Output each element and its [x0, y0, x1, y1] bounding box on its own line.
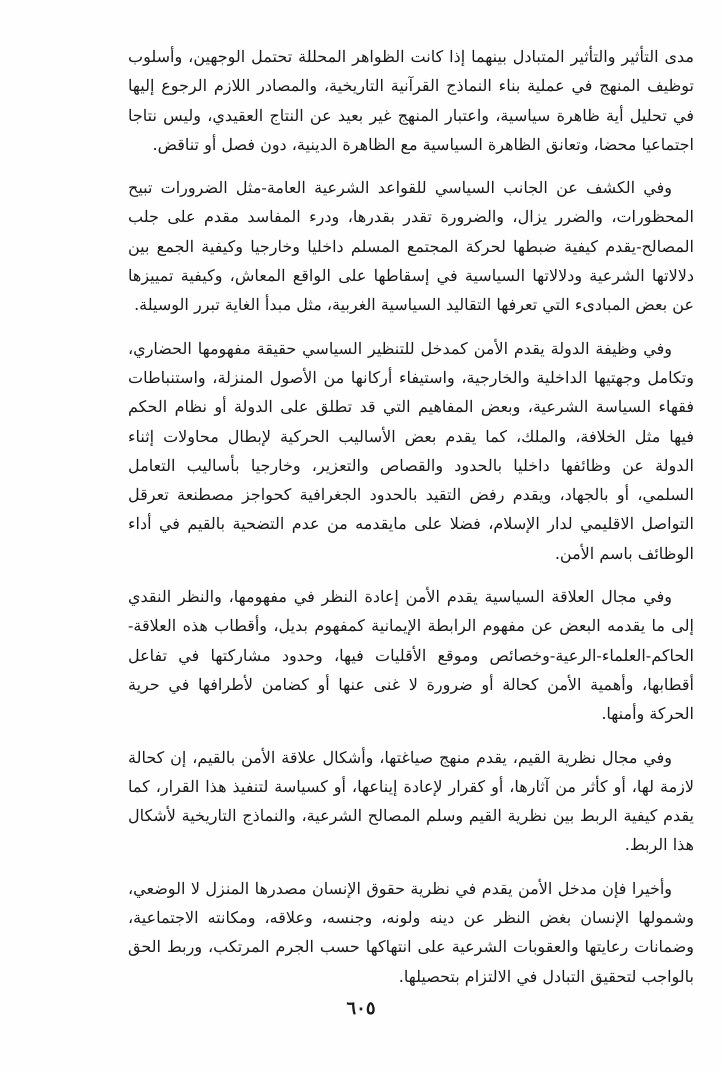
paragraph-political-relation: وفي مجال العلاقة السياسية يقدم الأمن إعادة النظر في مفهومها، والنظر النقدي إلى ما يقدمه البعض عن مفهوم الرابطة الإيمانية كمفهوم بديل، وأقطاب هذه العلاقة-الحاكم-العلماء-الرعية-وخصائص وموقع الأقليات فيها، وحدود مشاركتها في تفاعل أقطابها، وأهمية الأمن كحالة أو ضرورة لا غنى عنها أو كضامن لأطرافها في حرية الحركة وأمنها. [128, 587, 694, 724]
paragraph-methodology: مدى التأثير والتأثير المتبادل بينهما إذا كانت الظواهر المحللة تحتمل الوجهين، وأسلوب توظيف المنهج في عملية بناء النماذج القرآنية التاريخية، والمصادر اللازم الرجوع إليها في تحليل أية ظاهرة سياسية، واعتبار المنهج غير بعيد عن النتاج العقيدي، وليس نتاجا اجتماعيا محضا، وتعانق الظاهرة السياسية مع الظاهرة الدينية، دون فصل أو تناقض. [128, 47, 694, 154]
page-number: ٦٠٥ [346, 998, 376, 1019]
paragraph-human-rights: وأخيرا فإن مدخل الأمن يقدم في نظرية حقوق الإنسان مصدرها المنزل لا الوضعي، وشمولها الإنسان بغض النظر عن دينه ولونه، وجنسه، وعلاقه، ومكانته الاجتماعية، وضمانات رعايتها والعقوبات الشرعية على انتهاكها حسب الجرم المرتكب، وربط الحق بالواجب لتحقيق التبادل في الالتزام بتحصيلها. [128, 878, 694, 986]
paragraph-legal-rules: وفي الكشف عن الجانب السياسي للقواعد الشرعية العامة-مثل الضرورات تبيح المحظورات، والضرر يزال، والضرورة تقدر بقدرها، ودرء المفاسد مقدم على جلب المصالح-يقدم كيفية ضبطها لحركة المجتمع المسلم داخليا وخارجيا وكيفية الجمع بين دلالاتها الشرعية ودلالاتها السياسية في إسقاطها على الواقع المعاش، وكيفية تمييزها عن بعض المبادىء التي تعرفها التقاليد السياسية الغربية، مثل مبدأ الغاية تبرر الوسيلة. [128, 178, 695, 315]
paragraph-state-function: وفي وظيفة الدولة يقدم الأمن كمدخل للتنظير السياسي حقيقة مفهومها الحضاري، وتكامل وجهتيها الداخلية والخارجية، واستيفاء أركانها من الأصول المنزلة، واستنباطات فقهاء السياسة الشرعية، وبعض المفاهيم التي قد تطلق على الدولة أو نظام الحكم فيها مثل الخلافة، والملك، كما يقدم بعض الأساليب الحركية لإبطال محاولات إثناء الدولة عن وظائفها داخليا بالحدود والقصاص والتعزير، وخارجيا بأساليب التعامل السلمي، أو بالجهاد، ويقدم رفض التقيد بالحدود الجغرافية كحواجز مصطنعة تعرقل التواصل الاقليمي لدار الإسلام، فضلا على مايقدمه من عدم التضحية بالقيم في أداء الوظائف باسم الأمن. [128, 338, 695, 563]
body-text [128, 42, 694, 1005]
paragraph-values-theory: وفي مجال نظرية القيم، يقدم منهج صياغتها، وأشكال علاقة الأمن بالقيم، إن كحالة لازمة لها، أو كأثر من آثارها، أو كقرار لإعادة إيناعها، أو كسياسة لتنفيذ هذا القرار، كما يقدم كيفية الربط بين نظرية القيم وسلم المصالح الشرعية، والنماذج التاريخية لأشكال هذا الربط. [128, 747, 694, 855]
